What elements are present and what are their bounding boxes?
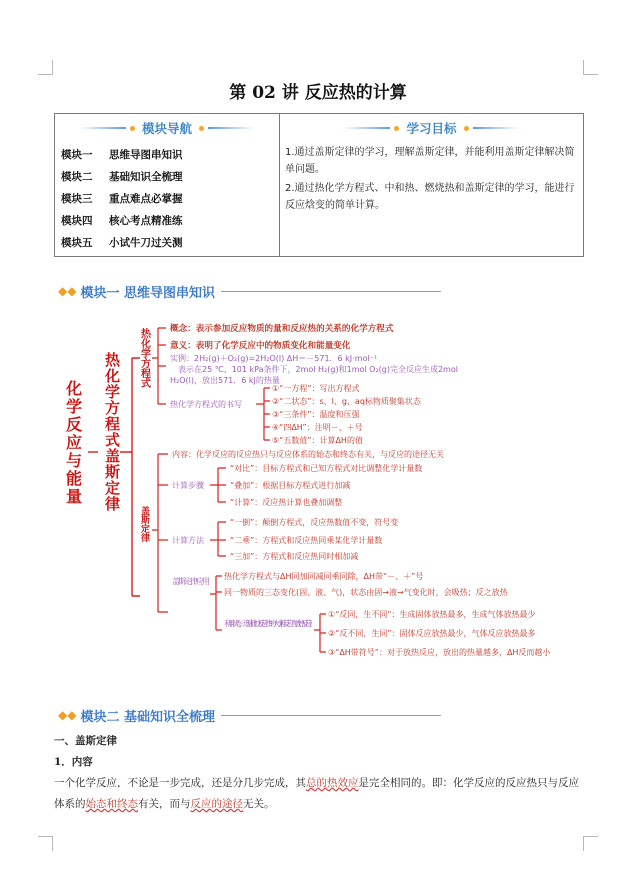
subsection-heading: 1．内容 [54, 756, 93, 768]
nav-item[interactable]: 模块五 小试牛刀过关测 [61, 237, 183, 249]
goal-item: 1.通过盖斯定律的学习，理解盖斯定律，并能利用盖斯定律解决简单问题。 [285, 147, 575, 175]
page-title: 第 02 讲 反应热的计算 [229, 83, 407, 103]
mindmap-example: H₂O(l)，放出571．6 kJ的热量 [170, 376, 280, 385]
connector [210, 468, 226, 502]
connector [132, 358, 140, 596]
diamond-icon: ◆◆ [58, 708, 77, 722]
connector [158, 454, 168, 612]
underlined-term: 反应的途径 [190, 798, 243, 810]
underlined-term: 总的热效应 [306, 777, 359, 789]
mindmap-step: “叠加”：根据目标方程式进行加减 [230, 481, 351, 490]
section-heading: 一、盖斯定律 [54, 735, 117, 747]
mindmap-meaning: 意义：表明了化学反应中的物质变化和能量变化 [170, 341, 351, 351]
mindmap-sub1: 热化学方程式 [138, 328, 150, 388]
module2-title: 模块二 基础知识全梳理 [80, 709, 215, 725]
module1-title: 模块一 思维导图串知识 [80, 285, 215, 301]
mindmap-write-item: ④“四ΔH”：注明－、＋号 [272, 423, 363, 432]
mindmap-method: “一倒”：颠倒方程式，反应热数值不变，符号变 [230, 518, 399, 527]
connector [314, 614, 326, 652]
mindmap-branch: 热化学方程式盖斯定律 [103, 352, 121, 512]
mindmap-step: “对比”：目标方程式和已知方程式对比调整化学计量数 [230, 464, 423, 473]
mindmap-write-item: ②“二状态”：s、l、g、aq标物质聚集状态 [272, 397, 421, 406]
underlined-term: 始态和终态 [85, 798, 138, 810]
mindmap-writing: 热化学方程式的书写 [170, 400, 242, 409]
nav-item[interactable]: 模块四 核心考点精准练 [61, 215, 183, 227]
mindmap-step: “计算”：反应热计算也叠加调整 [230, 498, 343, 507]
mindmap-example: 实例：2H₂(g)＋O₂(g)=2H₂O(l) ΔH＝－571．6 kJ·mol⁻¹ [170, 354, 378, 363]
mindmap-write-item: ⑤“五数值”：计算ΔH的值 [272, 436, 363, 445]
nav-item[interactable]: 模块二 基础知识全梳理 [61, 171, 183, 183]
diamond-icon: ◆◆ [58, 284, 77, 298]
connector [158, 328, 166, 404]
connector [264, 388, 270, 440]
mindmap-compare-item: ③“ΔH带符号”：对于放热反应，放出的热量越多，ΔH反而越小 [328, 648, 551, 657]
connector [152, 328, 158, 404]
nav-header-label: 模块导航 [141, 121, 192, 136]
nav-item[interactable]: 模块三 重点难点必掌握 [61, 193, 183, 205]
mindmap-compare-item: ②“反不同，生同”：固体反应放热最少，气体反应放热最多 [328, 629, 536, 638]
mindmap-apply-label: 盖斯定律应用 [172, 577, 210, 586]
goal-item: 2.通过热化学方程式、中和热、燃烧热和盖斯定律的学习，能进行反应焓变的简单计算。 [285, 183, 575, 211]
mindmap-compare-label: 利用状态，迅速比较反应热的大小(若反应为放热反应) [224, 619, 313, 628]
mindmap-write-item: ③“三条件”：温度和压强 [272, 410, 360, 419]
mindmap-apply: 热化学方程式与ΔH同加同减同乘同除，ΔH带“－、＋”号 [224, 572, 424, 581]
module-line [221, 715, 441, 716]
paragraph: 一个化学反应，不论是一步完成，还是分几步完成，其总的热效应是完全相同的。即：化学反应的反应热只与反应体系的始态和终态有关，而与反应的途径无关。 [54, 777, 579, 810]
nav-item[interactable]: 模块一 思维导图串知识 [61, 149, 183, 161]
mindmap-method-label: 计算方法 [172, 536, 204, 545]
mindmap-concept: 概念：表示参加反应物质的量和反应热的关系的化学方程式 [170, 324, 394, 334]
mindmap-root: 化学反应与能量 [63, 380, 83, 506]
module2-header [58, 705, 441, 725]
connector [152, 454, 158, 612]
connector [256, 388, 264, 440]
connector [210, 576, 222, 630]
connector [210, 522, 226, 556]
mindmap-sub2: 盖斯定律 [139, 506, 149, 542]
mindmap-write-item: ①“一方程”：写出方程式 [272, 384, 360, 393]
connector [120, 358, 132, 596]
mindmap-example: 表示在25 ℃、101 kPa条件下，2mol H₂(g)和1mol O₂(g)完全反应生成2mol [178, 365, 458, 374]
mindmap-method: “二乘”：方程式和反应热同乘某化学计量数 [230, 536, 383, 545]
goals-header-label: 学习目标 [406, 121, 457, 136]
mindmap-method: “三加”：方程式和反应热同时相加减 [230, 552, 359, 561]
mindmap-steps-label: 计算步骤 [172, 481, 204, 490]
mindmap-apply: 同一物质的三态变化(固、液、气)，状态由固→液→气变化时，会吸热；反之放热 [224, 588, 508, 597]
mindmap-compare-item: ①“反同，生不同”：生成固体放热最多，生成气体放热最少 [328, 610, 536, 619]
mindmap-content: 内容：化学反应的反应热只与反应体系的始态和终态有关，与反应的途径无关 [172, 450, 444, 459]
